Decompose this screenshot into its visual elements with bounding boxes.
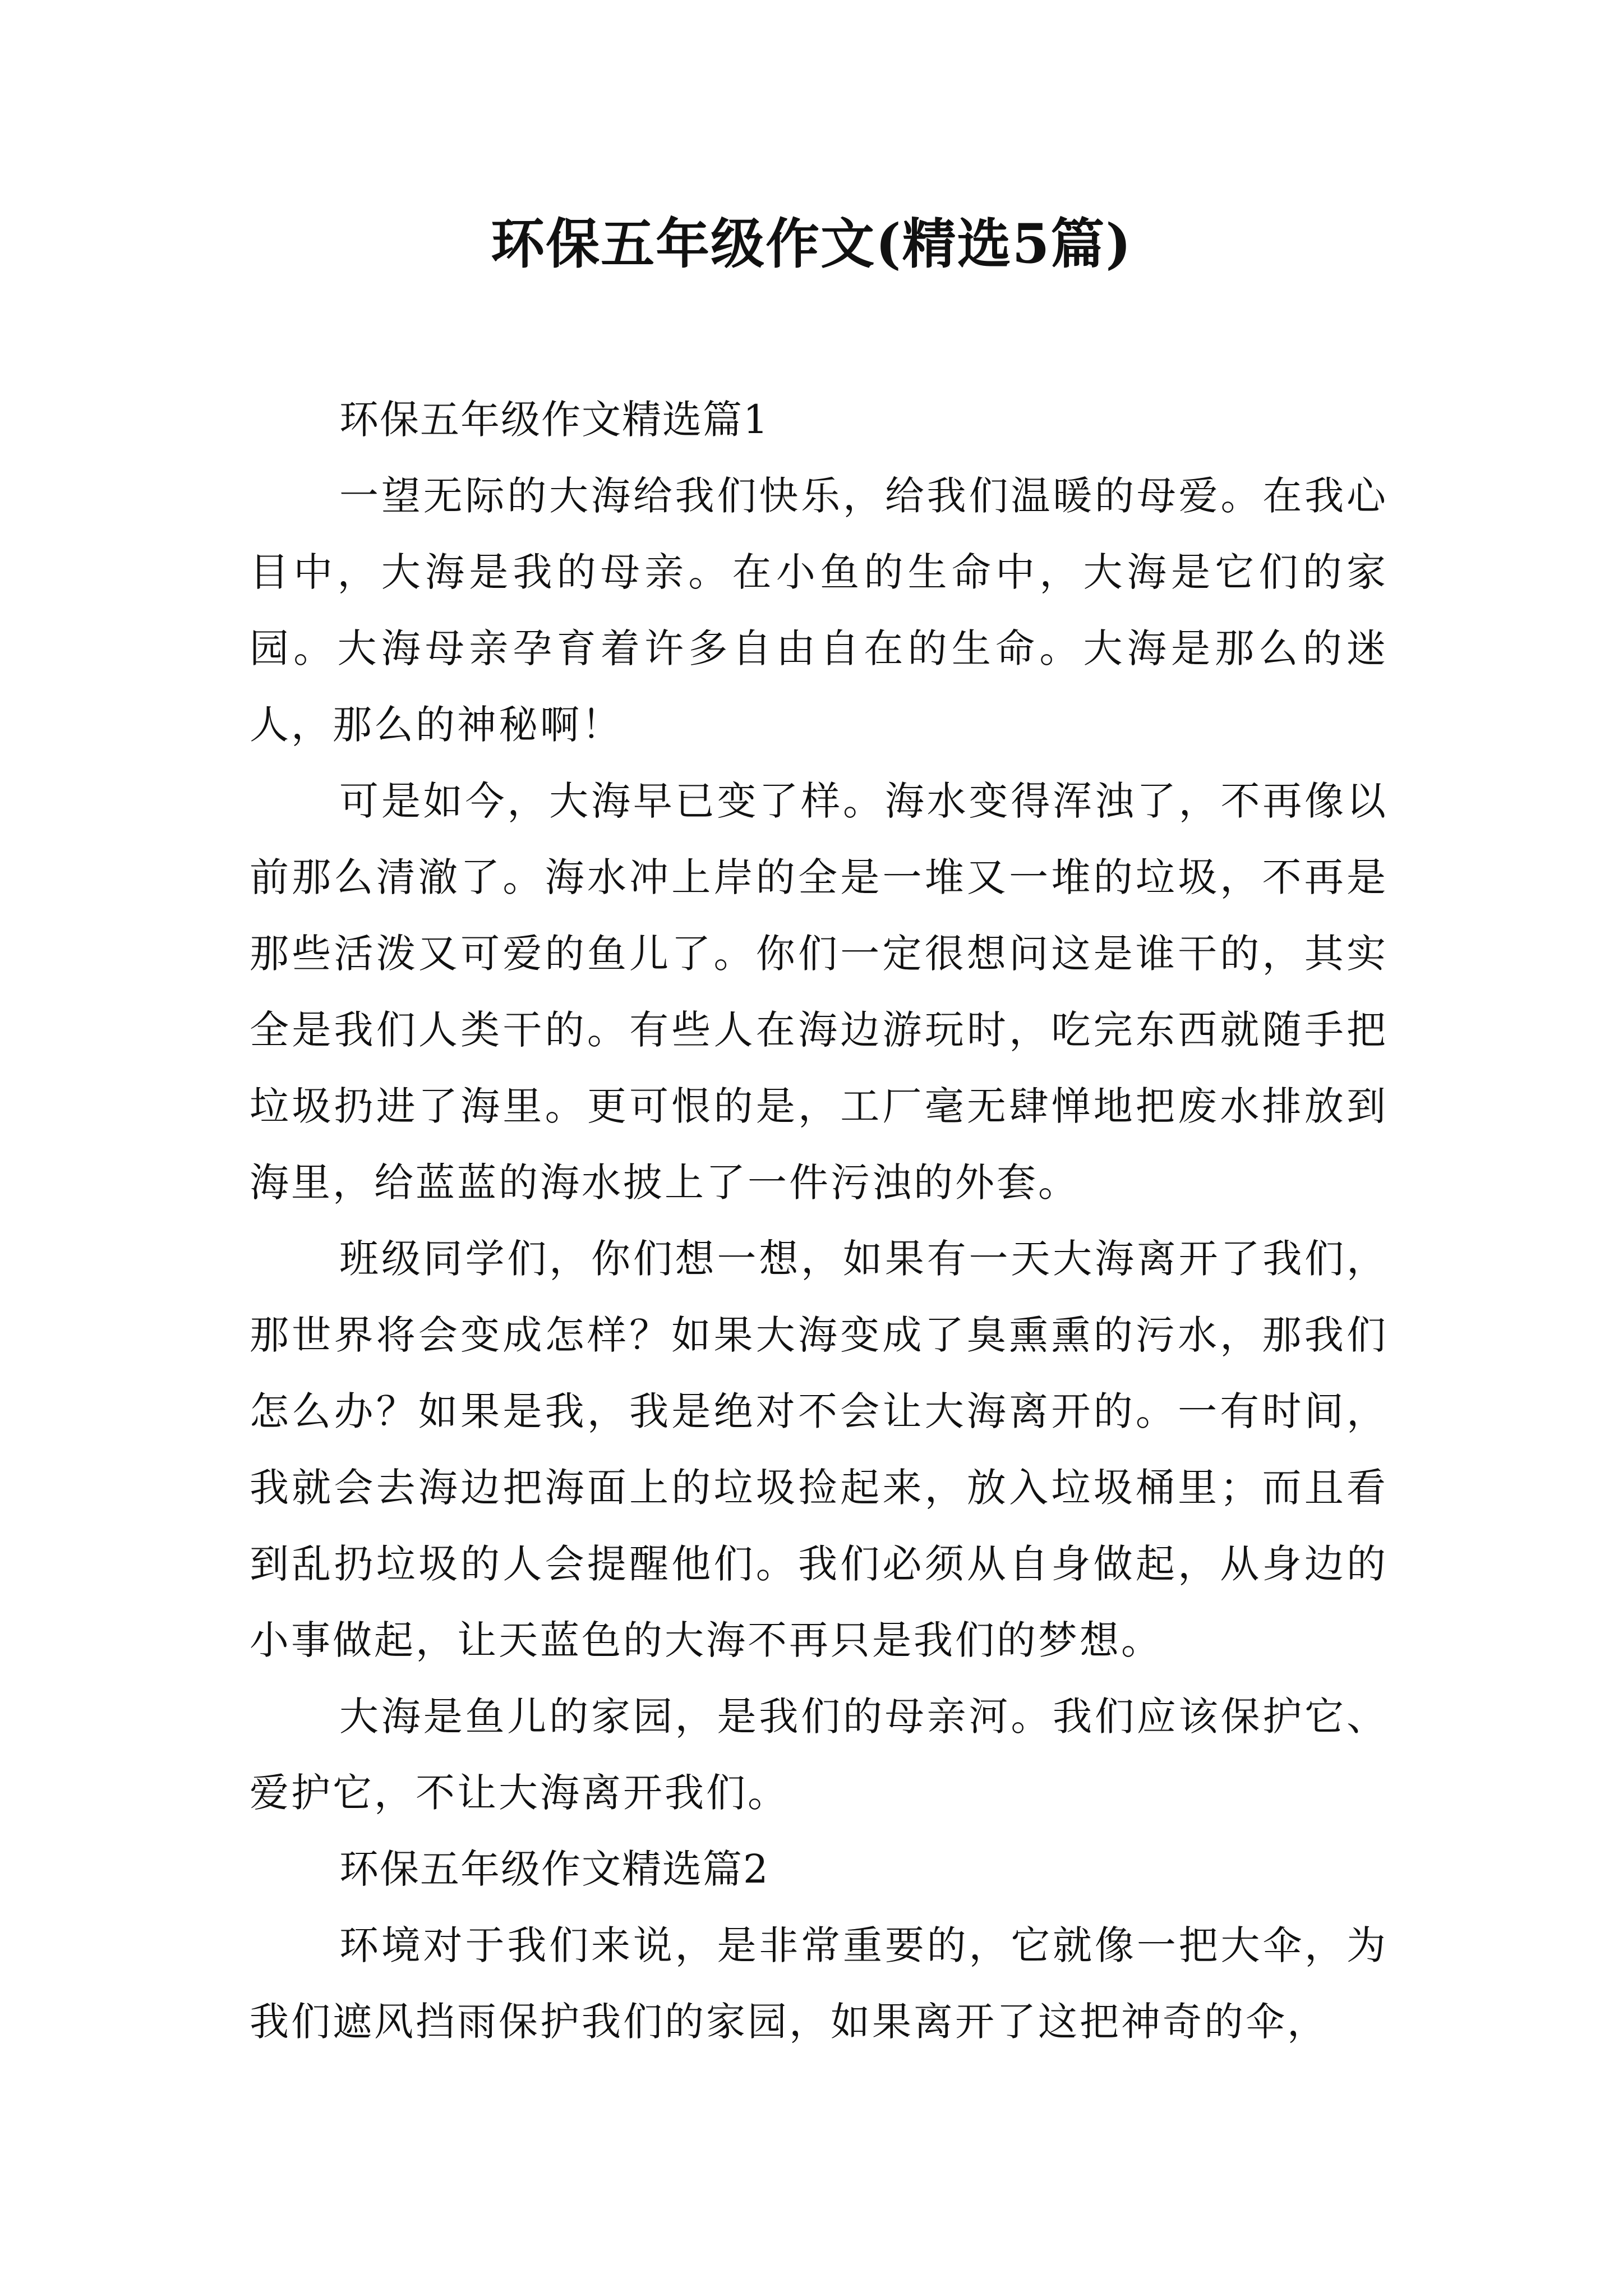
document-title: 环保五年级作文(精选5篇): [491, 212, 1132, 275]
section-heading-1: 环保五年级作文精选篇1: [339, 397, 769, 443]
paragraph: 大海是鱼儿的家园，是我们的母亲河。我们应该保护它、爱护它，不让大海离开我们。: [250, 1694, 1388, 1816]
paragraph: 班级同学们，你们想一想，如果有一天大海离开了我们，那世界将会变成怎样？如果大海变成了臭熏熏的污水，那我们怎么办？如果是我，我是绝对不会让大海离开的。一有时间，我就会去海边把海面上的垃圾捡起来，放入垃圾桶里；而且看到乱扔垃圾的人会提醒他们。我们必须从自身做起，从身边的小事做起，让天蓝色的大海不再只是我们的梦想。: [250, 1236, 1388, 1663]
document-body: [250, 381, 1388, 2060]
section-heading-2: 环保五年级作文精选篇2: [339, 1846, 769, 1892]
paragraph: 一望无际的大海给我们快乐，给我们温暖的母爱。在我心目中，大海是我的母亲。在小鱼的生命中，大海是它们的家园。大海母亲孕育着许多自由自在的生命。大海是那么的迷人，那么的神秘啊！: [250, 473, 1388, 748]
paragraph: 可是如今，大海早已变了样。海水变得浑浊了，不再像以前那么清澈了。海水冲上岸的全是一堆又一堆的垃圾，不再是那些活泼又可爱的鱼儿了。你们一定很想问这是谁干的，其实全是我们人类干的。有些人在海边游玩时，吃完东西就随手把垃圾扔进了海里。更可恨的是，工厂毫无肆惮地把废水排放到海里，给蓝蓝的海水披上了一件污浊的外套。: [250, 778, 1388, 1205]
paragraph: 环境对于我们来说，是非常重要的，它就像一把大伞，为我们遮风挡雨保护我们的家园，如果离开了这把神奇的伞，: [250, 1922, 1388, 2045]
